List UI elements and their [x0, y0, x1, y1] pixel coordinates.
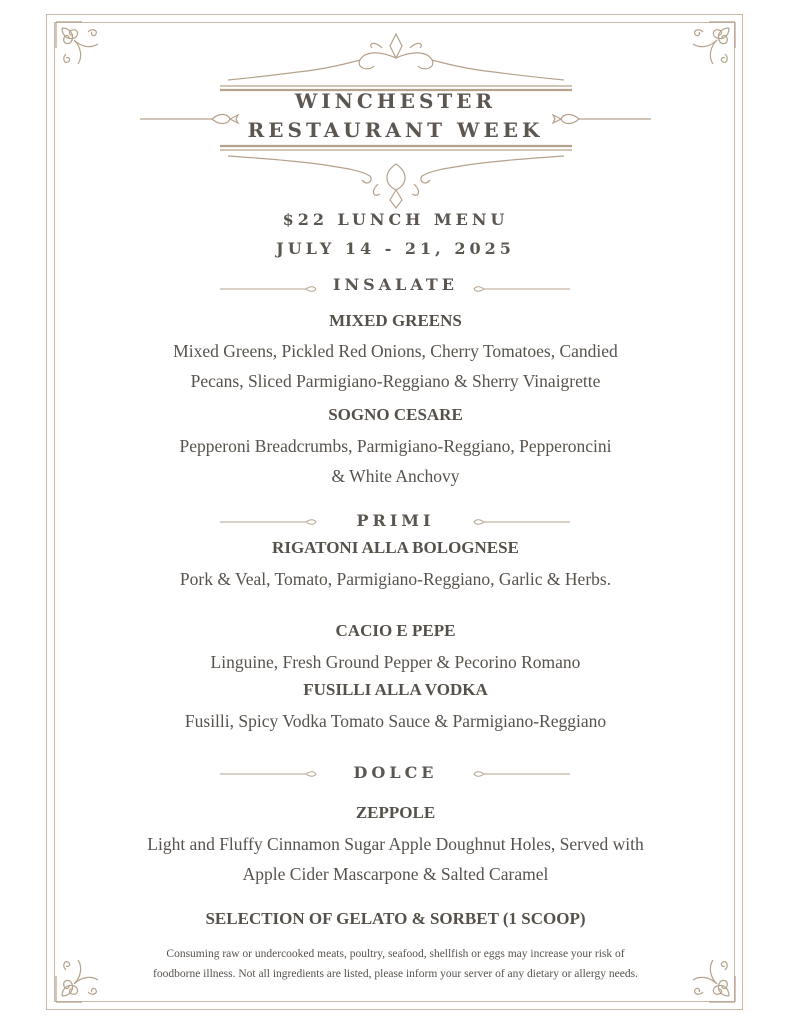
restaurant-title-line2: RESTAURANT WEEK	[247, 118, 544, 142]
dish-name: ZEPPOLE	[355, 803, 436, 822]
dish-name: CACIO E PEPE	[335, 621, 456, 640]
disclaimer-line1: Consuming raw or undercooked meats, poultry, seafood, shellfish or eggs may increase your risk of	[166, 948, 625, 960]
dish-name: RIGATONI ALLA BOLOGNESE	[272, 538, 519, 557]
section-heading-dolce: DOLCE	[353, 763, 438, 782]
dish-description: & White Anchovy	[331, 466, 460, 486]
dish-name: MIXED GREENS	[329, 311, 462, 330]
restaurant-title-line1: WINCHESTER	[294, 89, 497, 113]
dish-name: FUSILLI ALLA VODKA	[303, 680, 488, 699]
dish-description: Fusilli, Spicy Vodka Tomato Sauce & Parmigiano-Reggiano	[184, 711, 607, 731]
section-heading-insalate: INSALATE	[333, 275, 458, 294]
dish-name: SOGNO CESARE	[328, 405, 463, 424]
date-line: JULY 14 - 21, 2025	[276, 239, 515, 258]
section-heading-primi: PRIMI	[356, 511, 435, 530]
dish-description: Apple Cider Mascarpone & Salted Caramel	[242, 864, 549, 884]
dish-name: SELECTION OF GELATO & SORBET (1 SCOOP)	[205, 909, 586, 928]
corner-flourish-icon	[669, 18, 739, 88]
dish-description: Mixed Greens, Pickled Red Onions, Cherry Tomatoes, Candied	[173, 341, 618, 361]
corner-flourish-icon	[52, 18, 122, 88]
dish-description: Pecans, Sliced Parmigiano-Reggiano & Sherry Vinaigrette	[190, 371, 601, 391]
price-line: $22 LUNCH MENU	[282, 210, 509, 229]
dish-description: Pork & Veal, Tomato, Parmigiano-Reggiano, Garlic & Herbs.	[179, 569, 612, 589]
dish-description: Light and Fluffy Cinnamon Sugar Apple Doughnut Holes, Served with	[147, 834, 644, 854]
dish-description: Pepperoni Breadcrumbs, Parmigiano-Reggiano, Pepperoncini	[179, 436, 612, 456]
disclaimer-line2: foodborne illness. Not all ingredients are listed, please inform your server of any dietary or allergy needs.	[153, 968, 638, 980]
dish-description: Linguine, Fresh Ground Pepper & Pecorino Romano	[210, 652, 581, 672]
